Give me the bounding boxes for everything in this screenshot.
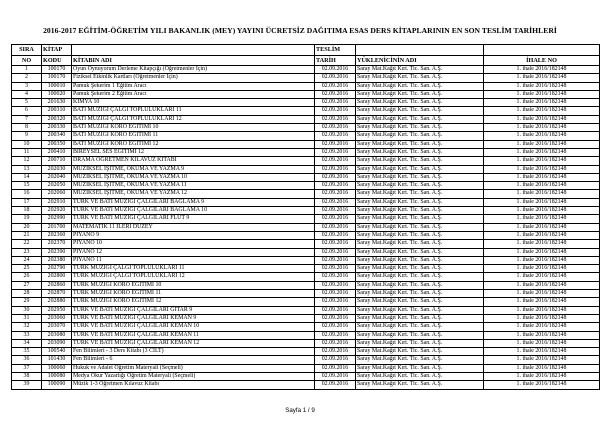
cell-yuklenici: Saray Mat.Kağıt Kırt. Tic. San. A.Ş.	[356, 265, 484, 273]
cell-sira-no: 9	[12, 132, 42, 140]
cell-kitap-kodu: 202860	[42, 281, 72, 289]
cell-ihale-no: 1. ihale 2016/182148	[484, 314, 600, 322]
table-row	[12, 182, 600, 190]
table-row	[12, 290, 600, 298]
cell-ihale-no: 1. ihale 2016/182148	[484, 148, 600, 156]
cell-yuklenici: Saray Mat.Kağıt Kırt. Tic. San. A.Ş.	[356, 132, 484, 140]
cell-yuklenici: Saray Mat.Kağıt Kırt. Tic. San. A.Ş.	[356, 314, 484, 322]
cell-kitap-adi: BATI MÜZİĞİ KORO EĞİTİMİ 10	[72, 124, 315, 132]
cell-kitap-adi: Pamuk Şekerim 2 Eğitim Aracı	[72, 90, 315, 98]
cell-teslim-tarih: 02.09.2016	[315, 231, 356, 239]
cell-teslim-tarih: 02.09.2016	[315, 281, 356, 289]
cell-kitap-kodu: 202880	[42, 298, 72, 306]
cell-yuklenici: Saray Mat.Kağıt Kırt. Tic. San. A.Ş.	[356, 306, 484, 314]
cell-yuklenici: Saray Mat.Kağıt Kırt. Tic. San. A.Ş.	[356, 256, 484, 264]
cell-yuklenici: Saray Mat.Kağıt Kırt. Tic. San. A.Ş.	[356, 248, 484, 256]
cell-kitap-kodu: 202910	[42, 198, 72, 206]
cell-ihale-no: 1. ihale 2016/182148	[484, 107, 600, 115]
cell-kitap-kodu: 201700	[42, 223, 72, 231]
cell-kitap-kodu: 203090	[42, 339, 72, 347]
table-row	[12, 306, 600, 314]
cell-ihale-no: 1. ihale 2016/182148	[484, 331, 600, 339]
cell-kitap-kodu: 200320	[42, 115, 72, 123]
header-empty-3	[484, 45, 600, 56]
cell-teslim-tarih: 02.09.2016	[315, 323, 356, 331]
header-no: NO	[12, 56, 42, 66]
cell-yuklenici: Saray Mat.Kağıt Kırt. Tic. San. A.Ş.	[356, 74, 484, 82]
cell-sira-no: 27	[12, 281, 42, 289]
table-row	[12, 173, 600, 181]
header-empty-1	[72, 45, 315, 56]
cell-ihale-no: 1. ihale 2016/182148	[484, 372, 600, 380]
cell-kitap-kodu: 202050	[42, 182, 72, 190]
cell-teslim-tarih: 02.09.2016	[315, 124, 356, 132]
table-row	[12, 348, 600, 356]
cell-kitap-kodu: 200340	[42, 132, 72, 140]
cell-sira-no: 38	[12, 372, 42, 380]
cell-kitap-adi: MÜZİKSEL İŞİTME, OKUMA VE YAZMA 11	[72, 182, 315, 190]
table-row	[12, 372, 600, 380]
cell-yuklenici: Saray Mat.Kağıt Kırt. Tic. San. A.Ş.	[356, 182, 484, 190]
cell-kitap-adi: BATI MÜZİĞİ ÇALGI TOPLULUKLARI 12	[72, 115, 315, 123]
cell-teslim-tarih: 02.09.2016	[315, 223, 356, 231]
cell-sira-no: 37	[12, 364, 42, 372]
cell-yuklenici: Saray Mat.Kağıt Kırt. Tic. San. A.Ş.	[356, 240, 484, 248]
cell-sira-no: 31	[12, 314, 42, 322]
cell-teslim-tarih: 02.09.2016	[315, 248, 356, 256]
cell-ihale-no: 1. ihale 2016/182148	[484, 223, 600, 231]
cell-kitap-adi: KİMYA 10	[72, 99, 315, 107]
cell-sira-no: 6	[12, 107, 42, 115]
cell-kitap-adi: TÜRK VE BATI MÜZİĞİ ÇALGILARI KEMAN 12	[72, 339, 315, 347]
delivery-table	[11, 44, 600, 390]
cell-ihale-no: 1. ihale 2016/182148	[484, 190, 600, 198]
cell-kitap-adi: BATI MÜZİĞİ KORO EĞİTİMİ 11	[72, 132, 315, 140]
table-row	[12, 74, 600, 82]
cell-sira-no: 26	[12, 273, 42, 281]
cell-ihale-no: 1. ihale 2016/182148	[484, 290, 600, 298]
cell-kitap-kodu: 202390	[42, 248, 72, 256]
cell-kitap-kodu: 202360	[42, 231, 72, 239]
table-row	[12, 281, 600, 289]
cell-kitap-adi: Fen Bilimleri - 6	[72, 356, 315, 364]
cell-kitap-kodu: 203060	[42, 314, 72, 322]
cell-ihale-no: 1. ihale 2016/182148	[484, 364, 600, 372]
cell-ihale-no: 1. ihale 2016/182148	[484, 231, 600, 239]
table-row	[12, 231, 600, 239]
cell-teslim-tarih: 02.09.2016	[315, 273, 356, 281]
cell-teslim-tarih: 02.09.2016	[315, 240, 356, 248]
cell-teslim-tarih: 02.09.2016	[315, 348, 356, 356]
cell-kitap-kodu: 201630	[42, 99, 72, 107]
cell-ihale-no: 1. ihale 2016/182148	[484, 215, 600, 223]
cell-yuklenici: Saray Mat.Kağıt Kırt. Tic. San. A.Ş.	[356, 356, 484, 364]
document-title: 2016-2017 EĞİTİM-ÖĞRETİM YILI BAKANLIK (MEY) YAYINI ÜCRETSİZ DAĞITIMA ESAS DERS KİTAPLARININ EN SON TESLİM TARİHLERİ	[43, 26, 557, 35]
cell-kitap-adi: Oyun Oynuyorum Derleme Kitapçığı (Öğretmenler İçin)	[72, 66, 315, 74]
cell-yuklenici: Saray Mat.Kağıt Kırt. Tic. San. A.Ş.	[356, 66, 484, 74]
cell-kitap-adi: TÜRK VE BATI MÜZİĞİ ÇALGILARI BAĞLAMA 10	[72, 207, 315, 215]
cell-kitap-adi: Hukuk ve Adalet Öğretim Materyali (Seçmeli)	[72, 364, 315, 372]
table-row	[12, 157, 600, 165]
cell-kitap-adi: BATI MÜZİĞİ ÇALGI TOPLULUKLARI 11	[72, 107, 315, 115]
cell-sira-no: 21	[12, 231, 42, 239]
cell-sira-no: 1	[12, 66, 42, 74]
cell-kitap-adi: TÜRK VE BATI MÜZİĞİ ÇALGILARI FLÜT 9	[72, 215, 315, 223]
header-empty-2	[356, 45, 484, 56]
cell-kitap-kodu: 202060	[42, 190, 72, 198]
cell-kitap-kodu: 100060	[42, 364, 72, 372]
cell-teslim-tarih: 02.09.2016	[315, 165, 356, 173]
table-row	[12, 115, 600, 123]
cell-sira-no: 11	[12, 148, 42, 156]
cell-ihale-no: 1. ihale 2016/182148	[484, 140, 600, 148]
cell-kitap-adi: Medya Okur Yazarlığı Öğretim Materyali (Seçmeli)	[72, 372, 315, 380]
cell-yuklenici: Saray Mat.Kağıt Kırt. Tic. San. A.Ş.	[356, 339, 484, 347]
cell-sira-no: 20	[12, 223, 42, 231]
table-row	[12, 198, 600, 206]
cell-sira-no: 32	[12, 323, 42, 331]
cell-kitap-kodu: 100020	[42, 90, 72, 98]
cell-sira-no: 24	[12, 256, 42, 264]
cell-ihale-no: 1. ihale 2016/182148	[484, 248, 600, 256]
cell-teslim-tarih: 02.09.2016	[315, 207, 356, 215]
table-row	[12, 215, 600, 223]
cell-ihale-no: 1. ihale 2016/182148	[484, 173, 600, 181]
cell-ihale-no: 1. ihale 2016/182148	[484, 381, 600, 389]
header-sira: SIRA	[12, 45, 42, 56]
cell-sira-no: 10	[12, 140, 42, 148]
cell-kitap-kodu: 202040	[42, 173, 72, 181]
table-row	[12, 190, 600, 198]
cell-kitap-adi: Fiziksel Etkinlik Kartları (Öğretmenler İçin)	[72, 74, 315, 82]
cell-sira-no: 17	[12, 198, 42, 206]
cell-ihale-no: 1. ihale 2016/182148	[484, 265, 600, 273]
cell-teslim-tarih: 02.09.2016	[315, 215, 356, 223]
cell-sira-no: 33	[12, 331, 42, 339]
cell-teslim-tarih: 02.09.2016	[315, 182, 356, 190]
cell-kitap-kodu: 200710	[42, 157, 72, 165]
cell-kitap-kodu: 100170	[42, 66, 72, 74]
cell-ihale-no: 1. ihale 2016/182148	[484, 165, 600, 173]
cell-teslim-tarih: 02.09.2016	[315, 82, 356, 90]
cell-sira-no: 22	[12, 240, 42, 248]
cell-sira-no: 25	[12, 265, 42, 273]
cell-sira-no: 35	[12, 348, 42, 356]
cell-yuklenici: Saray Mat.Kağıt Kırt. Tic. San. A.Ş.	[356, 298, 484, 306]
cell-ihale-no: 1. ihale 2016/182148	[484, 298, 600, 306]
header-kitabin-adi: KİTABIN ADI	[72, 56, 315, 66]
cell-kitap-adi: TÜRK VE BATI MÜZİĞİ ÇALGILARI KEMAN 11	[72, 331, 315, 339]
cell-sira-no: 36	[12, 356, 42, 364]
cell-kitap-kodu: 202950	[42, 306, 72, 314]
cell-kitap-kodu: 202380	[42, 256, 72, 264]
table-row	[12, 339, 600, 347]
table-row	[12, 331, 600, 339]
cell-kitap-kodu: 100170	[42, 74, 72, 82]
cell-kitap-kodu: 100090	[42, 381, 72, 389]
cell-yuklenici: Saray Mat.Kağıt Kırt. Tic. San. A.Ş.	[356, 157, 484, 165]
cell-kitap-adi: TÜRK MÜZİĞİ KORO EĞİTİMİ 12	[72, 298, 315, 306]
cell-yuklenici: Saray Mat.Kağıt Kırt. Tic. San. A.Ş.	[356, 173, 484, 181]
cell-sira-no: 19	[12, 215, 42, 223]
cell-kitap-kodu: 202920	[42, 207, 72, 215]
cell-teslim-tarih: 02.09.2016	[315, 372, 356, 380]
cell-ihale-no: 1. ihale 2016/182148	[484, 198, 600, 206]
table-row	[12, 207, 600, 215]
cell-kitap-adi: DRAMA ÖĞRETMEN KILAVUZ KİTABI	[72, 157, 315, 165]
cell-sira-no: 15	[12, 182, 42, 190]
cell-teslim-tarih: 02.09.2016	[315, 356, 356, 364]
table-row	[12, 90, 600, 98]
table-row	[12, 248, 600, 256]
cell-kitap-kodu: 101430	[42, 356, 72, 364]
cell-ihale-no: 1. ihale 2016/182148	[484, 273, 600, 281]
cell-sira-no: 16	[12, 190, 42, 198]
cell-teslim-tarih: 02.09.2016	[315, 256, 356, 264]
cell-kitap-kodu: 200330	[42, 124, 72, 132]
cell-ihale-no: 1. ihale 2016/182148	[484, 348, 600, 356]
cell-yuklenici: Saray Mat.Kağıt Kırt. Tic. San. A.Ş.	[356, 107, 484, 115]
cell-sira-no: 14	[12, 173, 42, 181]
cell-teslim-tarih: 02.09.2016	[315, 265, 356, 273]
cell-teslim-tarih: 02.09.2016	[315, 74, 356, 82]
cell-yuklenici: Saray Mat.Kağıt Kırt. Tic. San. A.Ş.	[356, 364, 484, 372]
cell-teslim-tarih: 02.09.2016	[315, 290, 356, 298]
cell-teslim-tarih: 02.09.2016	[315, 157, 356, 165]
table-row	[12, 240, 600, 248]
cell-teslim-tarih: 02.09.2016	[315, 173, 356, 181]
header-ihale-no: İHALE NO	[484, 56, 600, 66]
cell-yuklenici: Saray Mat.Kağıt Kırt. Tic. San. A.Ş.	[356, 190, 484, 198]
cell-kitap-adi: PİYANO 10	[72, 240, 315, 248]
cell-kitap-kodu: 202990	[42, 215, 72, 223]
table-row	[12, 107, 600, 115]
cell-yuklenici: Saray Mat.Kağıt Kırt. Tic. San. A.Ş.	[356, 348, 484, 356]
cell-ihale-no: 1. ihale 2016/182148	[484, 132, 600, 140]
cell-yuklenici: Saray Mat.Kağıt Kırt. Tic. San. A.Ş.	[356, 165, 484, 173]
cell-sira-no: 2	[12, 74, 42, 82]
cell-kitap-adi: Müzik 1-3 Öğretmen Kılavuz Kitabı	[72, 381, 315, 389]
cell-kitap-kodu: 202870	[42, 290, 72, 298]
cell-sira-no: 8	[12, 124, 42, 132]
cell-kitap-kodu: 203080	[42, 331, 72, 339]
header-kitap: KİTAP	[42, 45, 72, 56]
cell-yuklenici: Saray Mat.Kağıt Kırt. Tic. San. A.Ş.	[356, 273, 484, 281]
cell-kitap-adi: MATEMATİK 11 İLERİ DÜZEY	[72, 223, 315, 231]
cell-teslim-tarih: 02.09.2016	[315, 364, 356, 372]
cell-kitap-kodu: 202370	[42, 240, 72, 248]
cell-kitap-kodu: 200410	[42, 148, 72, 156]
cell-kitap-adi: PİYANO 12	[72, 248, 315, 256]
cell-ihale-no: 1. ihale 2016/182148	[484, 306, 600, 314]
cell-sira-no: 3	[12, 82, 42, 90]
cell-ihale-no: 1. ihale 2016/182148	[484, 82, 600, 90]
table-row	[12, 124, 600, 132]
cell-kitap-kodu: 203070	[42, 323, 72, 331]
cell-ihale-no: 1. ihale 2016/182148	[484, 356, 600, 364]
cell-teslim-tarih: 02.09.2016	[315, 99, 356, 107]
cell-kitap-adi: MÜZİKSEL İŞİTME, OKUMA VE YAZMA 9	[72, 165, 315, 173]
cell-yuklenici: Saray Mat.Kağıt Kırt. Tic. San. A.Ş.	[356, 215, 484, 223]
cell-kitap-adi: TÜRK MÜZİĞİ KORO EĞİTİMİ 10	[72, 281, 315, 289]
cell-teslim-tarih: 02.09.2016	[315, 298, 356, 306]
table-row	[12, 132, 600, 140]
table-body	[12, 66, 600, 390]
table-row	[12, 364, 600, 372]
cell-yuklenici: Saray Mat.Kağıt Kırt. Tic. San. A.Ş.	[356, 198, 484, 206]
header-kodu: KODU	[42, 56, 72, 66]
cell-kitap-adi: MÜZİKSEL İŞİTME, OKUMA VE YAZMA 12	[72, 190, 315, 198]
cell-ihale-no: 1. ihale 2016/182148	[484, 74, 600, 82]
cell-kitap-adi: BATI MÜZİĞİ KORO EĞİTİMİ 12	[72, 140, 315, 148]
cell-ihale-no: 1. ihale 2016/182148	[484, 323, 600, 331]
cell-kitap-kodu: 202800	[42, 273, 72, 281]
table-row	[12, 381, 600, 389]
cell-ihale-no: 1. ihale 2016/182148	[484, 240, 600, 248]
table-row	[12, 265, 600, 273]
cell-teslim-tarih: 02.09.2016	[315, 198, 356, 206]
cell-yuklenici: Saray Mat.Kağıt Kırt. Tic. San. A.Ş.	[356, 140, 484, 148]
cell-kitap-kodu: 202030	[42, 165, 72, 173]
table-row	[12, 256, 600, 264]
cell-kitap-adi: TÜRK MÜZİĞİ ÇALGI TOPLULUKLARI 12	[72, 273, 315, 281]
cell-yuklenici: Saray Mat.Kağıt Kırt. Tic. San. A.Ş.	[356, 331, 484, 339]
cell-ihale-no: 1. ihale 2016/182148	[484, 182, 600, 190]
cell-kitap-adi: MÜZİKSEL İŞİTME, OKUMA VE YAZMA 10	[72, 173, 315, 181]
cell-sira-no: 13	[12, 165, 42, 173]
cell-kitap-adi: BİREYSEL SES EĞİTİMİ 12	[72, 148, 315, 156]
cell-ihale-no: 1. ihale 2016/182148	[484, 256, 600, 264]
cell-teslim-tarih: 02.09.2016	[315, 132, 356, 140]
cell-sira-no: 39	[12, 381, 42, 389]
cell-ihale-no: 1. ihale 2016/182148	[484, 99, 600, 107]
table-row	[12, 99, 600, 107]
table-row	[12, 273, 600, 281]
header-tarih: TARİH	[315, 56, 356, 66]
table-row	[12, 82, 600, 90]
cell-sira-no: 12	[12, 157, 42, 165]
cell-teslim-tarih: 02.09.2016	[315, 381, 356, 389]
cell-ihale-no: 1. ihale 2016/182148	[484, 124, 600, 132]
cell-teslim-tarih: 02.09.2016	[315, 190, 356, 198]
cell-ihale-no: 1. ihale 2016/182148	[484, 281, 600, 289]
cell-sira-no: 23	[12, 248, 42, 256]
cell-yuklenici: Saray Mat.Kağıt Kırt. Tic. San. A.Ş.	[356, 90, 484, 98]
cell-yuklenici: Saray Mat.Kağıt Kırt. Tic. San. A.Ş.	[356, 323, 484, 331]
cell-kitap-adi: TÜRK VE BATI MÜZİĞİ ÇALGILARI GİTAR 9	[72, 306, 315, 314]
cell-kitap-adi: Fen Bilimleri - 3 Ders Kitabı (3 CİLT)	[72, 348, 315, 356]
cell-kitap-kodu: 100080	[42, 372, 72, 380]
cell-teslim-tarih: 02.09.2016	[315, 66, 356, 74]
cell-kitap-adi: TÜRK MÜZİĞİ ÇALGI TOPLULUKLARI 11	[72, 265, 315, 273]
table-row	[12, 356, 600, 364]
cell-teslim-tarih: 02.09.2016	[315, 339, 356, 347]
table-row	[12, 165, 600, 173]
cell-teslim-tarih: 02.09.2016	[315, 314, 356, 322]
cell-sira-no: 34	[12, 339, 42, 347]
header-yuklenici: YÜKLENİCİNİN ADI	[356, 56, 484, 66]
cell-kitap-adi: TÜRK VE BATI MÜZİĞİ ÇALGILARI KEMAN 10	[72, 323, 315, 331]
cell-teslim-tarih: 02.09.2016	[315, 90, 356, 98]
cell-ihale-no: 1. ihale 2016/182148	[484, 90, 600, 98]
cell-kitap-adi: TÜRK VE BATI MÜZİĞİ ÇALGILARI BAĞLAMA 9	[72, 198, 315, 206]
cell-kitap-kodu: 100010	[42, 82, 72, 90]
cell-kitap-adi: PİYANO 11	[72, 256, 315, 264]
header-row-top	[12, 45, 600, 56]
page-footer: Sayfa 1 / 9	[285, 407, 315, 414]
header-row-bottom	[12, 56, 600, 66]
cell-ihale-no: 1. ihale 2016/182148	[484, 339, 600, 347]
cell-sira-no: 7	[12, 115, 42, 123]
cell-sira-no: 29	[12, 298, 42, 306]
cell-ihale-no: 1. ihale 2016/182148	[484, 115, 600, 123]
cell-sira-no: 28	[12, 290, 42, 298]
cell-sira-no: 5	[12, 99, 42, 107]
cell-yuklenici: Saray Mat.Kağıt Kırt. Tic. San. A.Ş.	[356, 82, 484, 90]
cell-ihale-no: 1. ihale 2016/182148	[484, 207, 600, 215]
cell-yuklenici: Saray Mat.Kağıt Kırt. Tic. San. A.Ş.	[356, 223, 484, 231]
cell-yuklenici: Saray Mat.Kağıt Kırt. Tic. San. A.Ş.	[356, 290, 484, 298]
cell-ihale-no: 1. ihale 2016/182148	[484, 66, 600, 74]
table-row	[12, 223, 600, 231]
cell-yuklenici: Saray Mat.Kağıt Kırt. Tic. San. A.Ş.	[356, 148, 484, 156]
table-row	[12, 323, 600, 331]
cell-yuklenici: Saray Mat.Kağıt Kırt. Tic. San. A.Ş.	[356, 99, 484, 107]
cell-teslim-tarih: 02.09.2016	[315, 331, 356, 339]
cell-ihale-no: 1. ihale 2016/182148	[484, 157, 600, 165]
cell-teslim-tarih: 02.09.2016	[315, 140, 356, 148]
cell-kitap-adi: PİYANO 9	[72, 231, 315, 239]
table-row	[12, 140, 600, 148]
cell-teslim-tarih: 02.09.2016	[315, 107, 356, 115]
cell-kitap-kodu: 200310	[42, 107, 72, 115]
header-teslim: TESLİM	[315, 45, 356, 56]
table-row	[12, 148, 600, 156]
cell-sira-no: 18	[12, 207, 42, 215]
cell-yuklenici: Saray Mat.Kağıt Kırt. Tic. San. A.Ş.	[356, 381, 484, 389]
cell-yuklenici: Saray Mat.Kağıt Kırt. Tic. San. A.Ş.	[356, 207, 484, 215]
cell-kitap-kodu: 200350	[42, 140, 72, 148]
table-row	[12, 314, 600, 322]
cell-kitap-kodu: 202790	[42, 265, 72, 273]
cell-sira-no: 4	[12, 90, 42, 98]
cell-teslim-tarih: 02.09.2016	[315, 148, 356, 156]
table-row	[12, 66, 600, 74]
cell-sira-no: 30	[12, 306, 42, 314]
table-row	[12, 298, 600, 306]
cell-kitap-adi: TÜRK VE BATI MÜZİĞİ ÇALGILARI KEMAN 9	[72, 314, 315, 322]
cell-teslim-tarih: 02.09.2016	[315, 306, 356, 314]
cell-kitap-kodu: 100540	[42, 348, 72, 356]
cell-yuklenici: Saray Mat.Kağıt Kırt. Tic. San. A.Ş.	[356, 115, 484, 123]
cell-teslim-tarih: 02.09.2016	[315, 115, 356, 123]
cell-yuklenici: Saray Mat.Kağıt Kırt. Tic. San. A.Ş.	[356, 281, 484, 289]
cell-yuklenici: Saray Mat.Kağıt Kırt. Tic. San. A.Ş.	[356, 124, 484, 132]
cell-kitap-adi: TÜRK MÜZİĞİ KORO EĞİTİMİ 11	[72, 290, 315, 298]
cell-kitap-adi: Pamuk Şekerim 1 Eğitim Aracı	[72, 82, 315, 90]
cell-yuklenici: Saray Mat.Kağıt Kırt. Tic. San. A.Ş.	[356, 231, 484, 239]
cell-yuklenici: Saray Mat.Kağıt Kırt. Tic. San. A.Ş.	[356, 372, 484, 380]
